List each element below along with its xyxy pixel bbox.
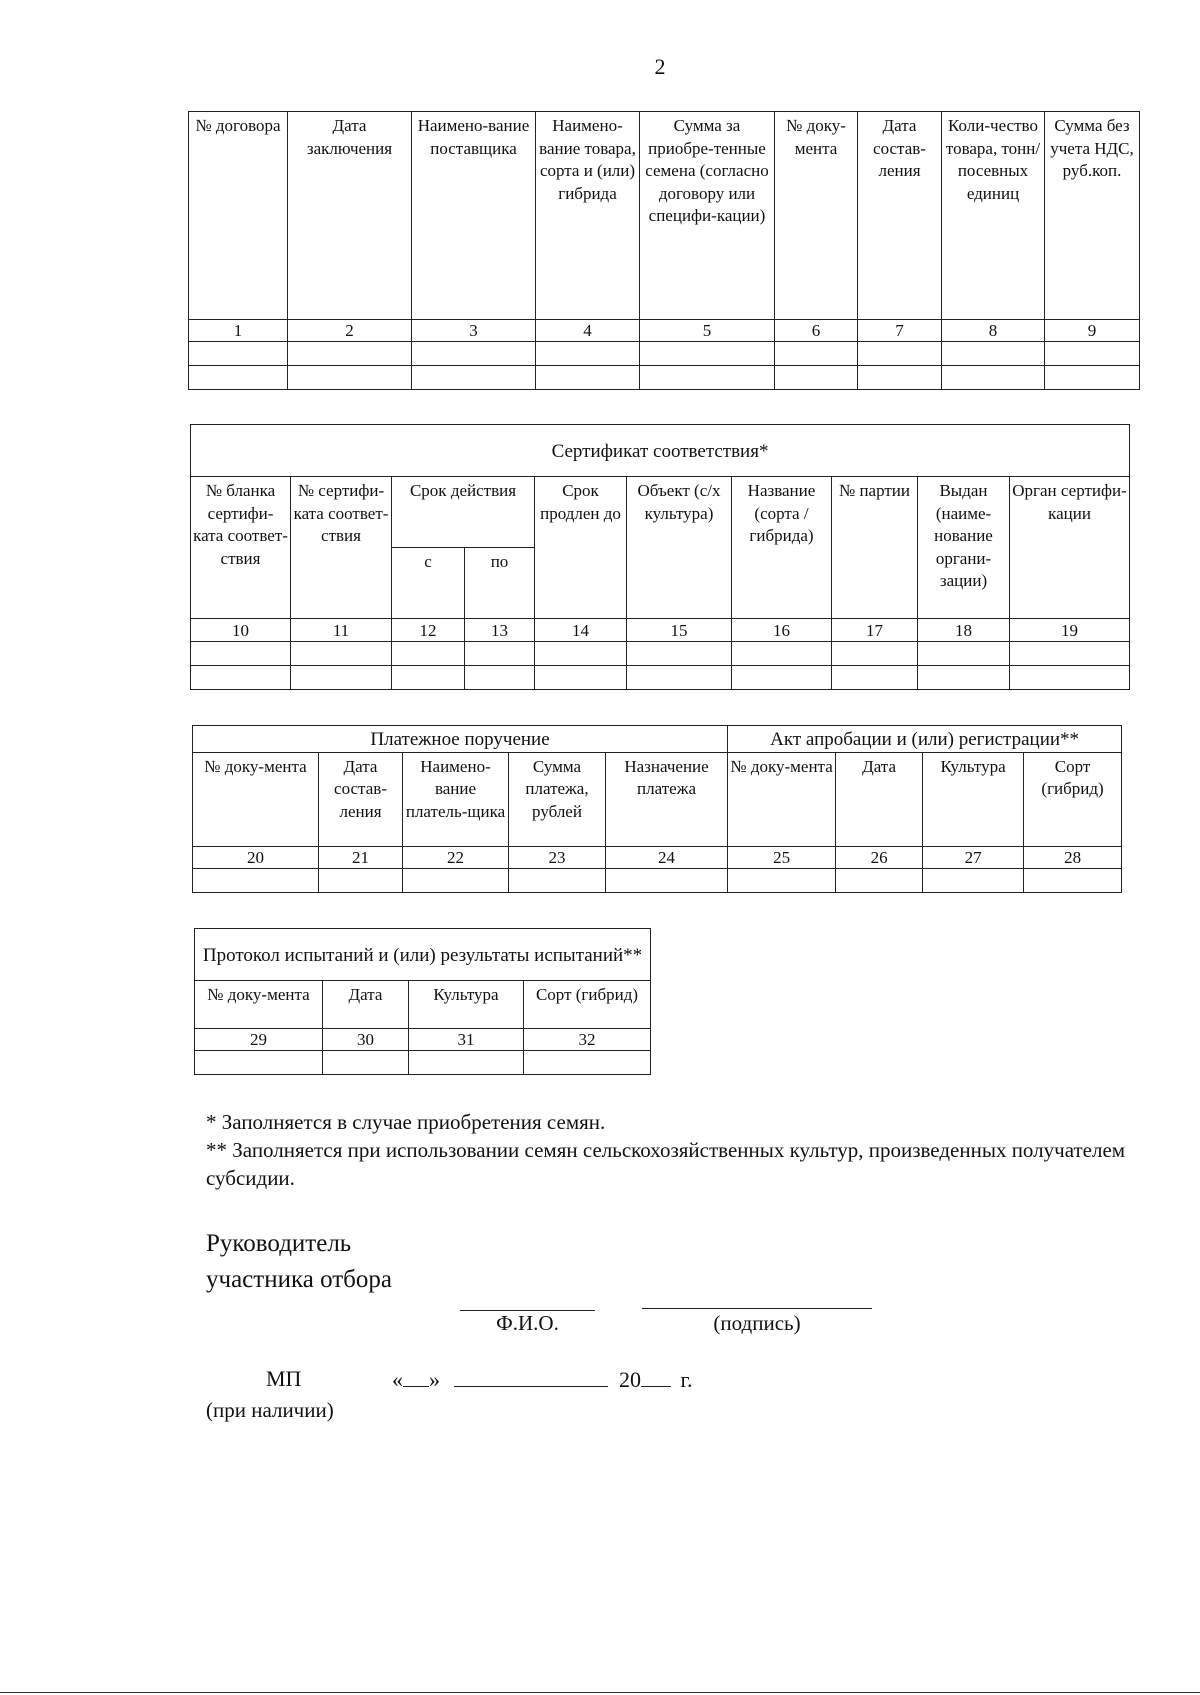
empty-cell (832, 666, 918, 690)
empty-cell (191, 642, 291, 666)
empty-cell (918, 666, 1010, 690)
table-header-row (191, 477, 1130, 548)
empty-cell (409, 1051, 524, 1075)
header-cell: Название (сорта / гибрида) (732, 477, 832, 619)
table-header-row (195, 981, 651, 1029)
empty-cell (535, 642, 627, 666)
column-number: 29 (195, 1029, 323, 1051)
table-header-row (193, 752, 1122, 846)
column-number: 14 (535, 619, 627, 642)
payment-act-table (192, 725, 1122, 893)
header-cell: Дата состав-ления (319, 752, 403, 846)
header-cell: Сорт (гибрид) (524, 981, 651, 1029)
header-cell: Наимено-вание платель-щика (403, 752, 509, 846)
empty-cell (465, 642, 535, 666)
header-cell: Срок продлен до (535, 477, 627, 619)
column-number: 21 (319, 846, 403, 868)
column-number: 20 (193, 846, 319, 868)
empty-cell (392, 642, 465, 666)
column-number: 17 (832, 619, 918, 642)
empty-cell (509, 868, 606, 892)
header-cell: Культура (923, 752, 1024, 846)
empty-cell (606, 868, 728, 892)
empty-cell (191, 666, 291, 690)
seal-placeholder: МП (266, 1366, 302, 1391)
empty-cell (403, 868, 509, 892)
payment-order-title: Платежное поручение (193, 726, 728, 753)
empty-cell (1010, 666, 1130, 690)
empty-cell (732, 642, 832, 666)
footnotes (206, 1108, 1146, 1192)
column-number: 1 (189, 320, 288, 342)
empty-cell (319, 868, 403, 892)
empty-cell (189, 342, 288, 366)
year-blank (641, 1366, 671, 1387)
header-cell: № сертифи-ката соответ-ствия (291, 477, 392, 619)
empty-cell (918, 642, 1010, 666)
empty-cell (291, 666, 392, 690)
empty-cell (412, 342, 536, 366)
header-cell: № доку-мента (193, 752, 319, 846)
header-cell: № доку-мента (775, 112, 858, 320)
header-cell: Сумма платежа, рублей (509, 752, 606, 846)
header-cell: Орган сертифи-кации (1010, 477, 1130, 619)
header-cell: Сумма без учета НДС, руб.коп. (1045, 112, 1140, 320)
column-number: 3 (412, 320, 536, 342)
column-number: 12 (392, 619, 465, 642)
empty-row (195, 1051, 651, 1075)
empty-cell (288, 342, 412, 366)
empty-cell (392, 666, 465, 690)
month-blank (454, 1366, 608, 1387)
column-number: 32 (524, 1029, 651, 1051)
header-cell: с (392, 548, 465, 619)
column-number: 23 (509, 846, 606, 868)
signatory-role (206, 1226, 392, 1298)
empty-cell (627, 666, 732, 690)
header-cell: Объект (с/х культура) (627, 477, 732, 619)
empty-row (191, 642, 1130, 666)
empty-cell (193, 868, 319, 892)
certificate-table (190, 424, 1130, 690)
column-number-row (193, 846, 1122, 868)
header-cell: Дата состав-ления (858, 112, 942, 320)
header-cell: № договора (189, 112, 288, 320)
header-cell: № партии (832, 477, 918, 619)
column-number: 6 (775, 320, 858, 342)
signatory-role-line: Руководитель (206, 1230, 352, 1257)
column-number: 26 (836, 846, 923, 868)
empty-cell (524, 1051, 651, 1075)
empty-cell (1010, 642, 1130, 666)
column-number: 18 (918, 619, 1010, 642)
footnote-own-seeds: ** Заполняется при использовании семян сельскохозяйственных культур, произведенных получателем субсидии. (206, 1138, 1126, 1190)
header-cell: Культура (409, 981, 524, 1029)
table-title-row (195, 929, 651, 981)
empty-cell (640, 342, 775, 366)
column-number-row (195, 1029, 651, 1051)
empty-cell (923, 868, 1024, 892)
seal-note: (при наличии) (206, 1398, 334, 1422)
empty-cell (732, 666, 832, 690)
column-number: 22 (403, 846, 509, 868)
column-number: 31 (409, 1029, 524, 1051)
column-number: 25 (728, 846, 836, 868)
empty-cell (775, 366, 858, 390)
empty-cell (627, 642, 732, 666)
column-number: 30 (323, 1029, 409, 1051)
contract-table (188, 111, 1140, 390)
empty-cell (465, 666, 535, 690)
empty-cell (775, 342, 858, 366)
day-blank (403, 1366, 429, 1387)
header-cell: Дата заключения (288, 112, 412, 320)
footnote-purchase: * Заполняется в случае приобретения семян. (206, 1110, 606, 1134)
empty-cell (858, 366, 942, 390)
empty-cell (412, 366, 536, 390)
header-cell: Выдан (наиме-нование органи-зации) (918, 477, 1010, 619)
header-cell: Срок действия (392, 477, 535, 548)
column-number-row (191, 619, 1130, 642)
empty-cell (323, 1051, 409, 1075)
column-number: 2 (288, 320, 412, 342)
empty-cell (195, 1051, 323, 1075)
column-number: 13 (465, 619, 535, 642)
page-bottom-rule (0, 1692, 1200, 1693)
column-number: 10 (191, 619, 291, 642)
empty-cell (536, 342, 640, 366)
empty-cell (288, 366, 412, 390)
empty-cell (858, 342, 942, 366)
header-cell: № доку-мента (195, 981, 323, 1029)
header-cell: № доку-мента (728, 752, 836, 846)
test-protocol-table (194, 928, 651, 1075)
column-number: 9 (1045, 320, 1140, 342)
empty-cell (728, 868, 836, 892)
test-protocol-title: Протокол испытаний и (или) результаты испытаний** (195, 929, 651, 981)
empty-row (189, 342, 1140, 366)
header-cell: Сумма за приобре-тенные семена (согласно договору или специфи-кации) (640, 112, 775, 320)
empty-cell (832, 642, 918, 666)
column-number: 15 (627, 619, 732, 642)
column-number: 19 (1010, 619, 1130, 642)
empty-row (189, 366, 1140, 390)
approbation-act-title: Акт апробации и (или) регистрации** (728, 726, 1122, 753)
column-number: 5 (640, 320, 775, 342)
empty-cell (291, 642, 392, 666)
header-cell: Дата (323, 981, 409, 1029)
signatory-role-line: участника отбора (206, 1266, 392, 1293)
column-number: 27 (923, 846, 1024, 868)
page-number: 2 (654, 54, 666, 79)
year-prefix: 20 (619, 1367, 641, 1392)
column-number: 4 (536, 320, 640, 342)
table-header-row (189, 112, 1140, 320)
column-number-row (189, 320, 1140, 342)
fio-caption: Ф.И.О. (496, 1311, 559, 1335)
quote-close: » (429, 1367, 440, 1392)
empty-cell (836, 868, 923, 892)
header-cell: Назначение платежа (606, 752, 728, 846)
year-suffix: г. (680, 1367, 693, 1392)
signature-line (642, 1308, 872, 1309)
date-field (392, 1366, 693, 1393)
header-cell: № бланка сертифи-ката соответ-ствия (191, 477, 291, 619)
empty-cell (1024, 868, 1122, 892)
header-cell: Дата (836, 752, 923, 846)
column-number: 8 (942, 320, 1045, 342)
table-title-row (191, 425, 1130, 477)
empty-cell (942, 342, 1045, 366)
column-number: 7 (858, 320, 942, 342)
empty-cell (942, 366, 1045, 390)
empty-row (193, 868, 1122, 892)
header-cell: Сорт (гибрид) (1024, 752, 1122, 846)
empty-cell (536, 366, 640, 390)
empty-row (191, 666, 1130, 690)
header-cell: Коли-чество товара, тонн/ посевных единиц (942, 112, 1045, 320)
header-cell: Наимено-вание товара, сорта и (или) гибрида (536, 112, 640, 320)
empty-cell (535, 666, 627, 690)
column-number: 16 (732, 619, 832, 642)
empty-cell (1045, 366, 1140, 390)
quote-open: « (392, 1367, 403, 1392)
column-number: 11 (291, 619, 392, 642)
empty-cell (640, 366, 775, 390)
column-number: 28 (1024, 846, 1122, 868)
signature-caption: (подпись) (713, 1311, 801, 1335)
table-title-row (193, 726, 1122, 753)
empty-cell (189, 366, 288, 390)
certificate-title: Сертификат соответствия* (191, 425, 1130, 477)
empty-cell (1045, 342, 1140, 366)
column-number: 24 (606, 846, 728, 868)
header-cell: по (465, 548, 535, 619)
header-cell: Наимено-вание поставщика (412, 112, 536, 320)
